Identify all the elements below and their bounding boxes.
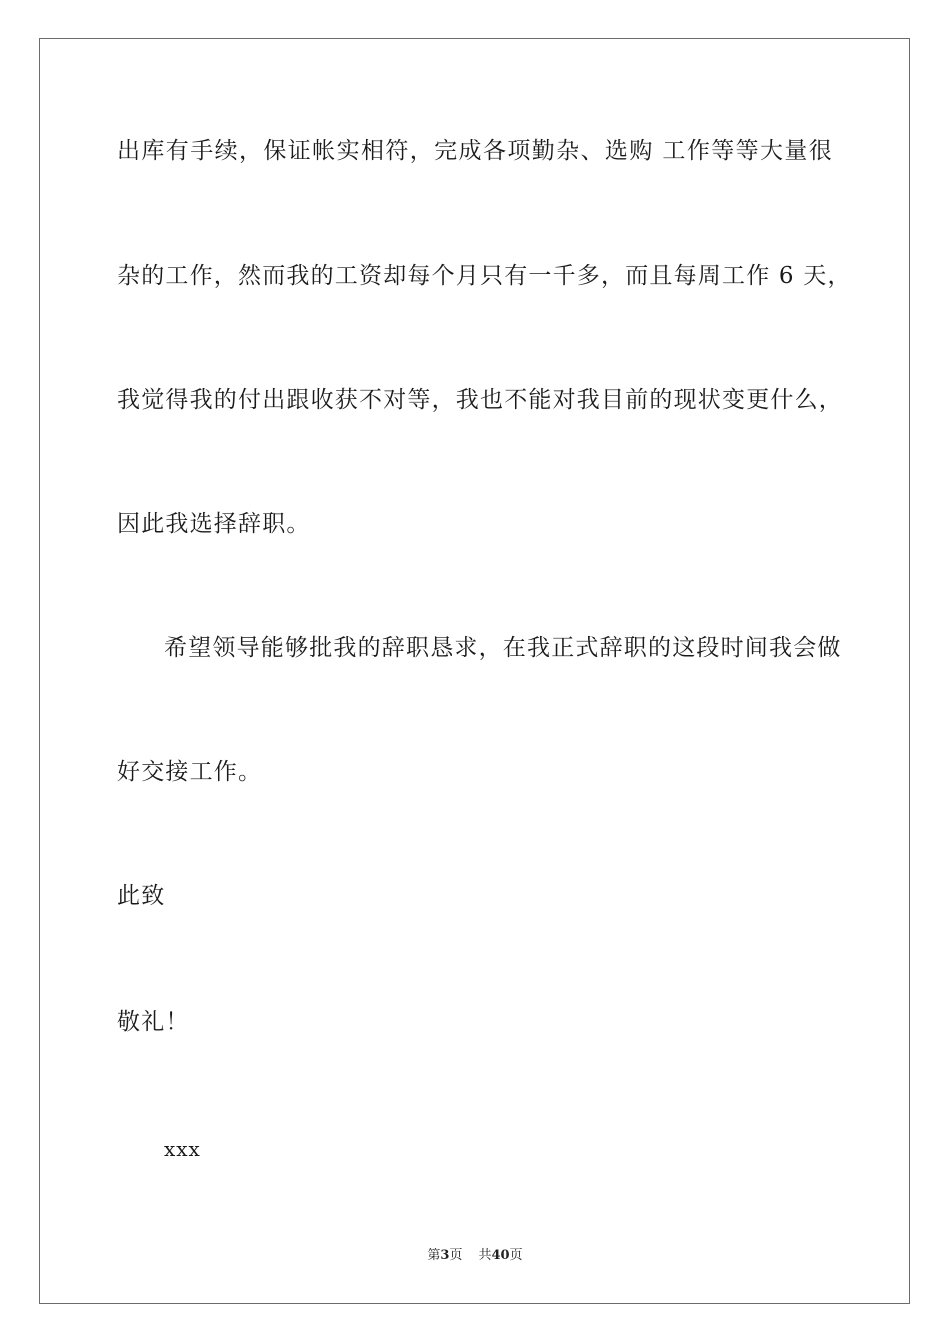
body-line-5: 希望领导能够批我的辞职恳求，在我正式辞职的这段时间我会做 bbox=[164, 635, 842, 661]
footer-page-suffix: 页 bbox=[449, 1248, 463, 1263]
footer-total-suffix: 页 bbox=[509, 1248, 523, 1263]
closing-regards: 敬礼！ bbox=[117, 1009, 190, 1035]
footer-page-number: 3 bbox=[440, 1248, 450, 1263]
body-line-6: 好交接工作。 bbox=[117, 759, 263, 785]
footer-total-prefix: 共 bbox=[478, 1248, 492, 1263]
signature: xxx bbox=[164, 1137, 201, 1161]
footer-total-pages: 40 bbox=[491, 1248, 510, 1263]
closing-salutation: 此致 bbox=[117, 883, 166, 909]
body-line-4: 因此我选择辞职。 bbox=[117, 511, 311, 537]
page-border bbox=[39, 38, 910, 1304]
body-line-2: 杂的工作，然而我的工资却每个月只有一千多，而且每周工作 6 天， bbox=[117, 263, 852, 289]
body-line-1: 出库有手续，保证帐实相符，完成各项勤杂、选购 工作等等大量很 bbox=[117, 138, 833, 164]
body-line-3: 我觉得我的付出跟收获不对等，我也不能对我目前的现状变更什么， bbox=[117, 387, 843, 413]
page-footer bbox=[0, 1247, 950, 1265]
footer-page-prefix: 第 bbox=[427, 1248, 441, 1263]
